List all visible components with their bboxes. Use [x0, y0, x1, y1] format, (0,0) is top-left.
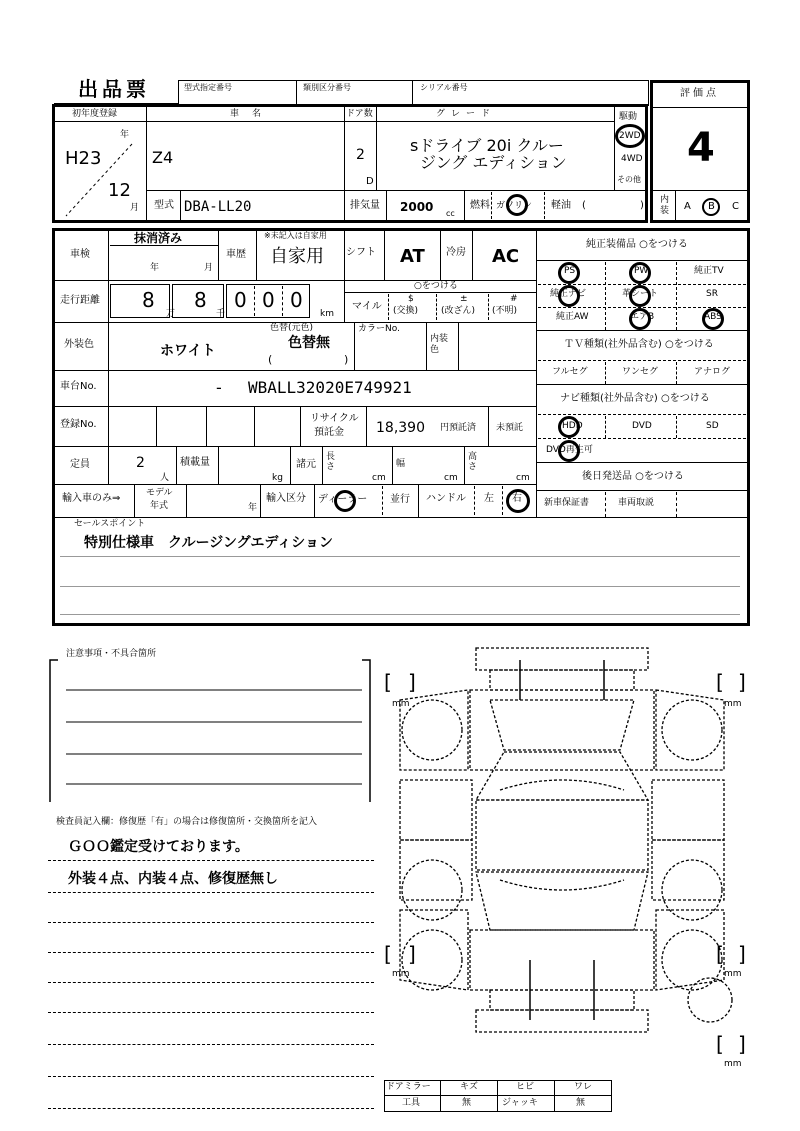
caution-frame	[44, 656, 384, 806]
grade-line1: sドライブ 20i クルー	[410, 136, 564, 155]
displacement: 2000	[400, 200, 434, 214]
mm-rear-left: mm	[392, 969, 410, 979]
grade-label: グレード	[436, 109, 497, 119]
airbag-circle	[629, 308, 651, 330]
drive-other: その他	[617, 175, 641, 184]
later-title: 後日発送品 ○をつける	[582, 471, 684, 482]
interior-grade-circle	[702, 198, 720, 216]
dvd-play-circle	[558, 440, 580, 462]
equip-pw: PW	[634, 266, 649, 276]
handle-right: 右	[512, 493, 522, 504]
history: 自家用	[270, 246, 324, 267]
nav-hdd: HDD	[562, 421, 583, 431]
equip-navi: 純正ナビ	[550, 289, 587, 299]
date-divider	[60, 140, 140, 220]
pw-circle	[629, 262, 651, 284]
mm-front-left: mm	[392, 699, 410, 709]
inspection: 抹消済み	[134, 231, 183, 245]
header-id-strip	[178, 80, 649, 106]
interior-grade-c: C	[732, 201, 739, 212]
reg-month: 12	[108, 180, 131, 201]
model-designation-label: 型式指定番号	[184, 83, 232, 92]
mm-rear-right: mm	[724, 969, 742, 979]
fuel-gasoline-circle	[506, 194, 528, 216]
ac: AC	[492, 246, 520, 267]
reg-year-label: 初年度登録	[72, 109, 118, 119]
mileage-digit-1: 8	[142, 288, 155, 312]
note-line1: ＧＯＯ鑑定受けております。	[68, 839, 249, 855]
fuel-gasoline: ガソリン	[496, 201, 533, 211]
category-label: 類別区分番号	[303, 83, 351, 92]
capacity: 2	[136, 455, 145, 471]
doors-label: ドア数	[346, 109, 373, 119]
equip-ps: PS	[564, 266, 576, 276]
history-note: ※未記入は自家用	[264, 231, 327, 240]
mileage-digit-4: 0	[262, 288, 275, 312]
rating-label: 評価点	[680, 88, 719, 99]
hdd-circle	[558, 416, 580, 438]
equip-aw: 純正AW	[556, 312, 589, 322]
mileage-digit-5: 0	[290, 288, 303, 312]
sales-point: 特別仕様車 クルージングエディション	[84, 535, 333, 551]
doors: 2	[356, 147, 365, 163]
abs-circle	[702, 308, 724, 330]
chassis-number: WBALL32020E749921	[248, 378, 412, 397]
dvd-play: DVD再生可	[546, 445, 593, 455]
equip-tv: 純正TV	[694, 266, 724, 276]
tv-title: ＴＶ種類(社外品含む) ○をつける	[564, 339, 714, 350]
exterior-color: ホワイト	[160, 343, 216, 359]
interior-grade-b: B	[708, 201, 715, 212]
navi-circle	[558, 285, 580, 307]
drive-4wd: 4WD	[621, 154, 643, 164]
inspector-label: 検査員記入欄：修復歴「有」の場合は修復箇所・交換箇所を記入	[56, 817, 318, 827]
car-name-label: 車 名	[230, 109, 264, 119]
interior-label: 内装	[660, 195, 670, 216]
equip-leather: 革シート	[622, 289, 659, 299]
caution-label: 注意事項・不具合箇所	[66, 649, 157, 659]
grade-line2: ジング エディション	[420, 153, 567, 172]
shift: AT	[400, 246, 425, 267]
form-title: 出品票	[78, 77, 150, 101]
dealer-circle	[334, 490, 356, 512]
recycle-fee: 18,390	[376, 420, 425, 436]
note-line2: 外装４点、内装４点、修復歴無し	[68, 871, 278, 887]
serial-label: シリアル番号	[420, 83, 468, 92]
leather-circle	[629, 285, 651, 307]
model-code: DBA-LL20	[184, 199, 252, 215]
car-name: Z4	[152, 148, 174, 167]
equip-abs: ABS	[704, 312, 722, 322]
mm-front-right: mm	[724, 699, 742, 709]
equip-sr: SR	[706, 289, 718, 299]
equipment-title: 純正装備品 ○をつける	[586, 239, 688, 250]
handle-right-circle	[506, 489, 530, 513]
car-damage-diagram	[380, 640, 760, 1080]
mileage-digit-3: 0	[234, 288, 247, 312]
ps-circle	[558, 262, 580, 284]
fuel-diesel: 軽油	[551, 200, 571, 211]
interior-grade-a: A	[684, 201, 691, 212]
reg-year: H23	[65, 148, 102, 169]
mm-spare: mm	[724, 1059, 742, 1069]
rating-value: 4	[687, 125, 715, 171]
drive-2wd-circle	[615, 124, 645, 148]
repaint: 色替無	[288, 335, 330, 351]
drive-2wd: 2WD	[619, 131, 641, 141]
import-dealer: ディーラー	[318, 494, 368, 505]
nav-title: ナビ種類(社外品含む) ○をつける	[560, 393, 710, 404]
equip-airbag: エアB	[630, 312, 655, 322]
mileage-digit-2: 8	[194, 288, 207, 312]
